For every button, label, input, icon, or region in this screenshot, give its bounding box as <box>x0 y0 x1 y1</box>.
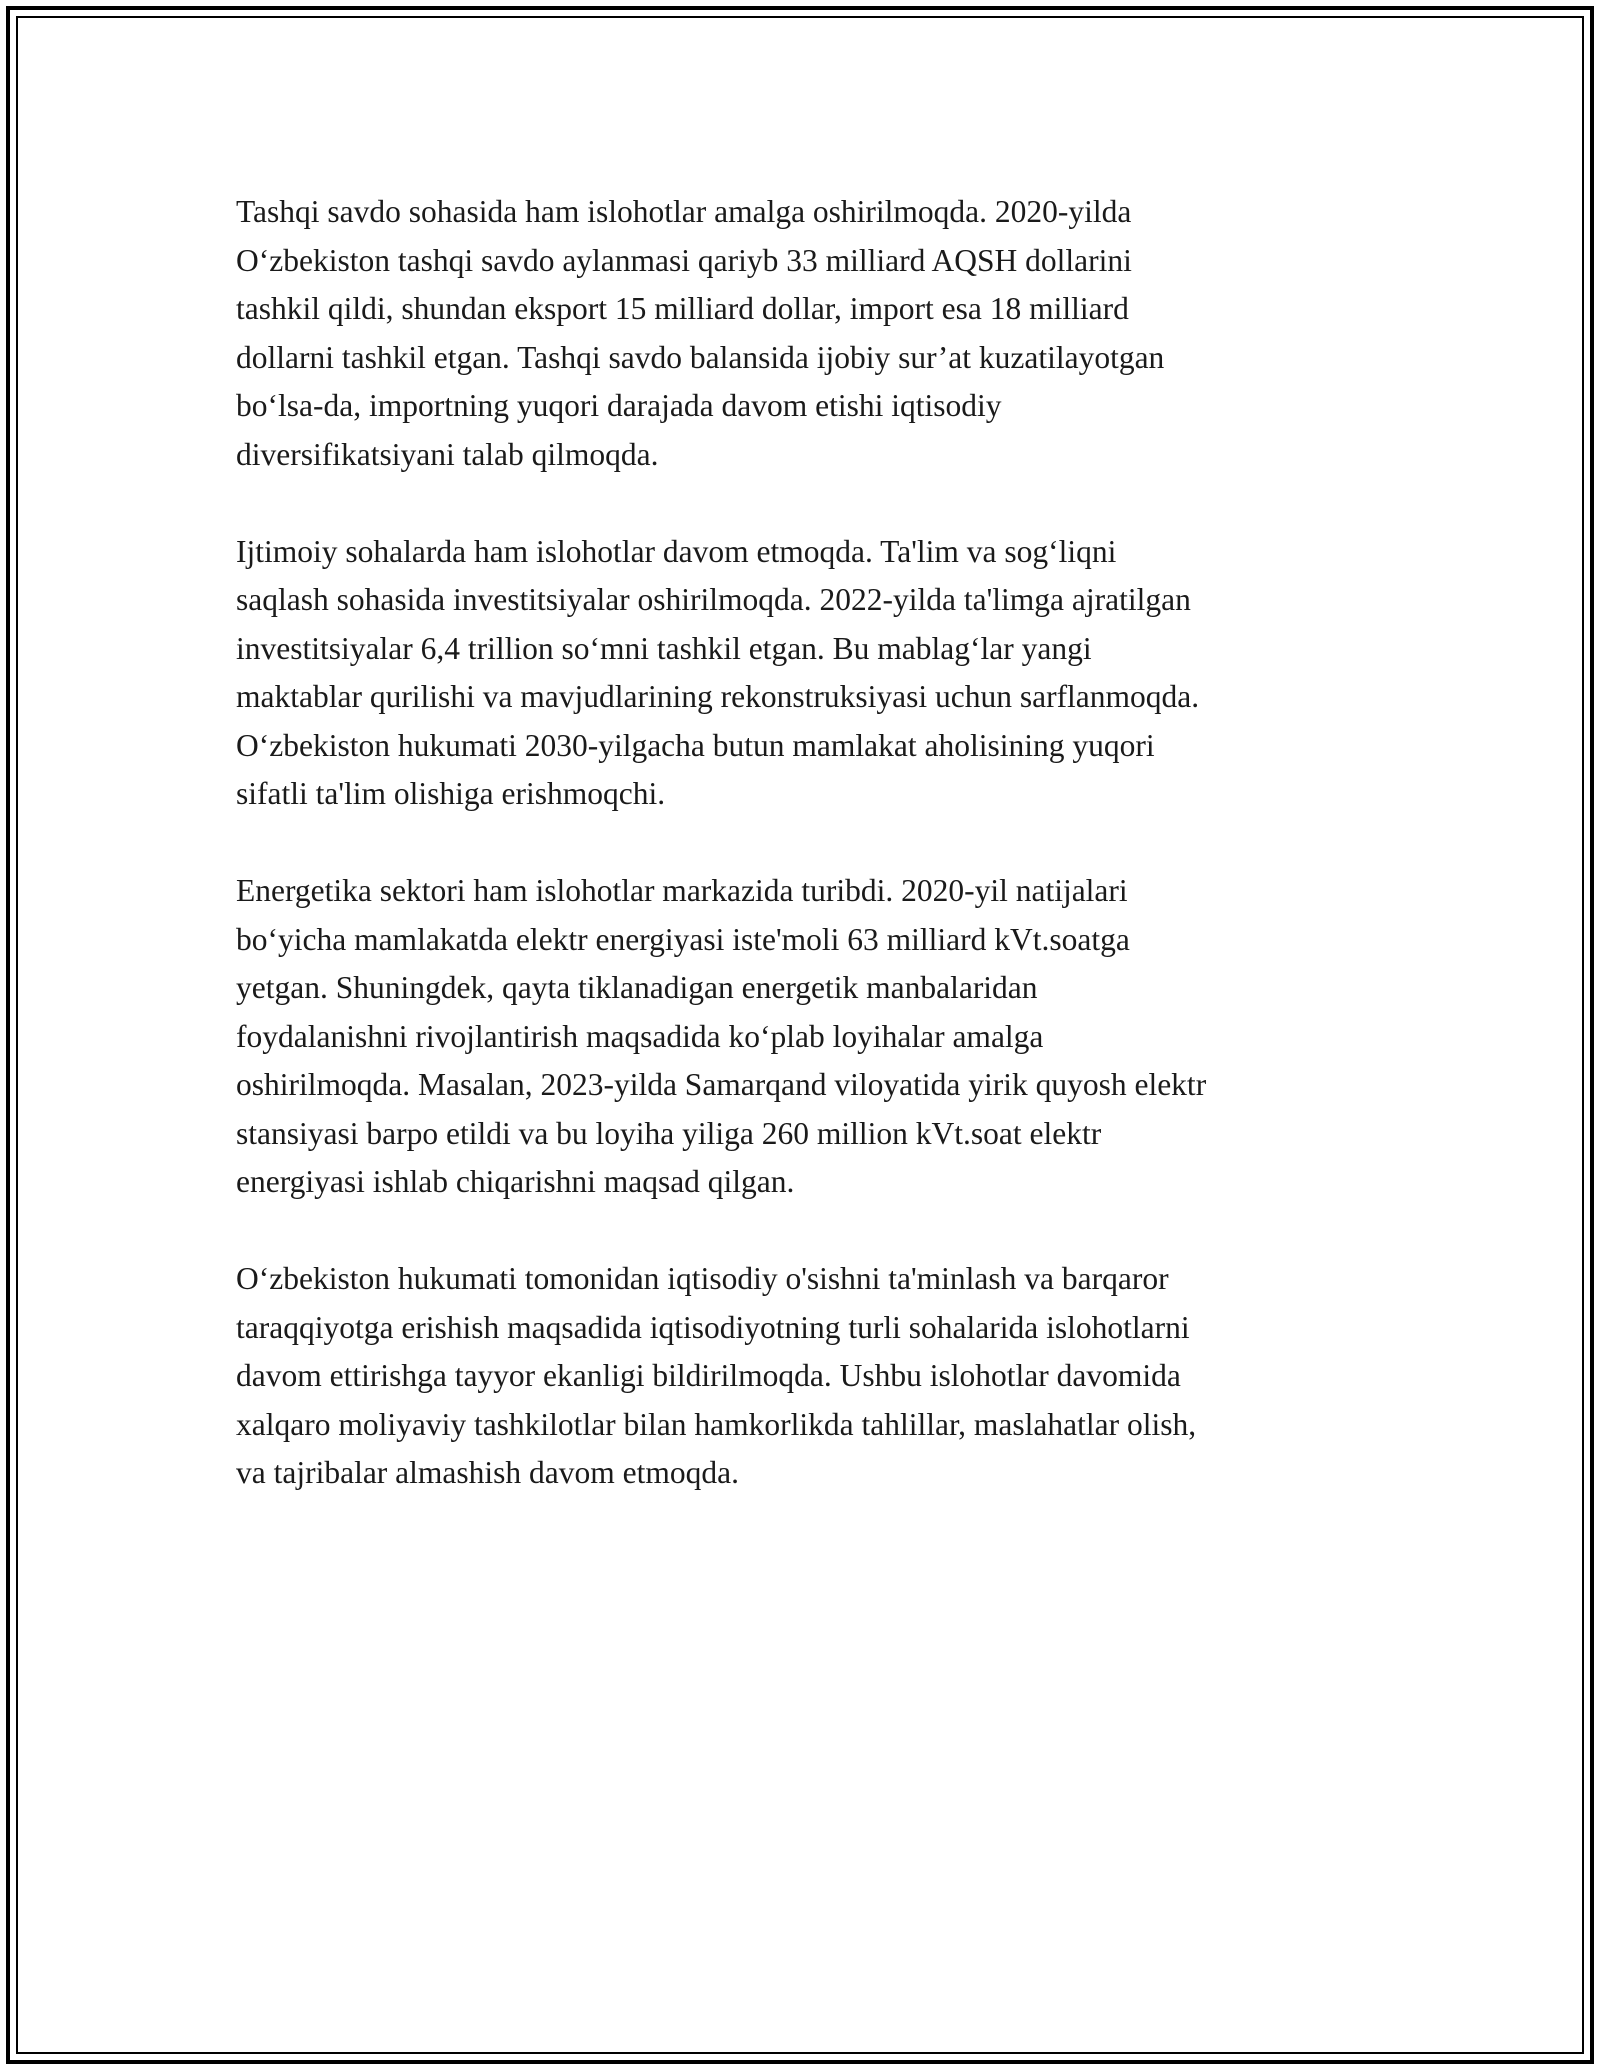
text-line: taraqqiyotga erishish maqsadida iqtisodiyotning turli sohalarida islohotlarni <box>236 1309 1190 1345</box>
document-body <box>236 188 1376 1546</box>
paragraph-energy-sector <box>236 867 1376 1207</box>
text-line: oshirilmoqda. Masalan, 2023-yilda Samarqand viloyatida yirik quyosh elektr <box>236 1067 1207 1102</box>
text-line: dollarni tashkil etgan. Tashqi savdo balansida ijobiy sur’at kuzatilayotgan <box>236 339 1165 375</box>
text-line: va tajribalar almashish davom etmoqda. <box>236 1455 739 1490</box>
text-line: O‘zbekiston tashqi savdo aylanmasi qariyb 33 milliard AQSH dollarini <box>236 242 1132 278</box>
text-line: xalqaro moliyaviy tashkilotlar bilan hamkorlikda tahlillar, maslahatlar olish, <box>236 1406 1197 1442</box>
text-line: maktablar qurilishi va mavjudlarining rekonstruksiyasi uchun sarflanmoqda. <box>236 679 1200 714</box>
text-line: O‘zbekiston hukumati 2030-yilgacha butun mamlakat aholisining yuqori <box>236 727 1155 763</box>
text-line: Tashqi savdo sohasida ham islohotlar amalga oshirilmoqda. 2020-yilda <box>236 194 1132 229</box>
text-line: saqlash sohasida investitsiyalar oshirilmoqda. 2022-yilda ta'limga ajratilgan <box>236 582 1191 617</box>
text-line: bo‘yicha mamlakatda elektr energiyasi iste'moli 63 milliard kVt.soatga <box>236 921 1130 957</box>
text-line: Ijtimoiy sohalarda ham islohotlar davom etmoqda. Ta'lim va sog‘liqni <box>236 533 1117 569</box>
text-line: stansiyasi barpo etildi va bu loyiha yiliga 260 million kVt.soat elektr <box>236 1115 1102 1151</box>
paragraph-social-sectors <box>236 528 1376 819</box>
text-line: davom ettirishga tayyor ekanligi bildirilmoqda. Ushbu islohotlar davomida <box>236 1358 1181 1393</box>
text-line: yetgan. Shuningdek, qayta tiklanadigan energetik manbalaridan <box>236 970 1038 1005</box>
paragraph-foreign-trade <box>236 188 1376 479</box>
text-line: tashkil qildi, shundan eksport 15 milliard dollar, import esa 18 milliard <box>236 291 1129 326</box>
text-line: foydalanishni rivojlantirish maqsadida ko‘plab loyihalar amalga <box>236 1018 1044 1054</box>
text-line: O‘zbekiston hukumati tomonidan iqtisodiy o'sishni ta'minlash va barqaror <box>236 1261 1169 1296</box>
text-line: bo‘lsa-da, importning yuqori darajada davom etishi iqtisodiy <box>236 388 1002 423</box>
text-line: energiyasi ishlab chiqarishni maqsad qilgan. <box>236 1164 795 1199</box>
text-line: Energetika sektori ham islohotlar markazida turibdi. 2020-yil natijalari <box>236 873 1128 908</box>
paragraph-government-reforms <box>236 1255 1376 1498</box>
text-line: diversifikatsiyani talab qilmoqda. <box>236 436 659 472</box>
text-line: sifatli ta'lim olishiga erishmoqchi. <box>236 776 666 811</box>
text-line: investitsiyalar 6,4 trillion so‘mni tashkil etgan. Bu mablag‘lar yangi <box>236 630 1092 666</box>
